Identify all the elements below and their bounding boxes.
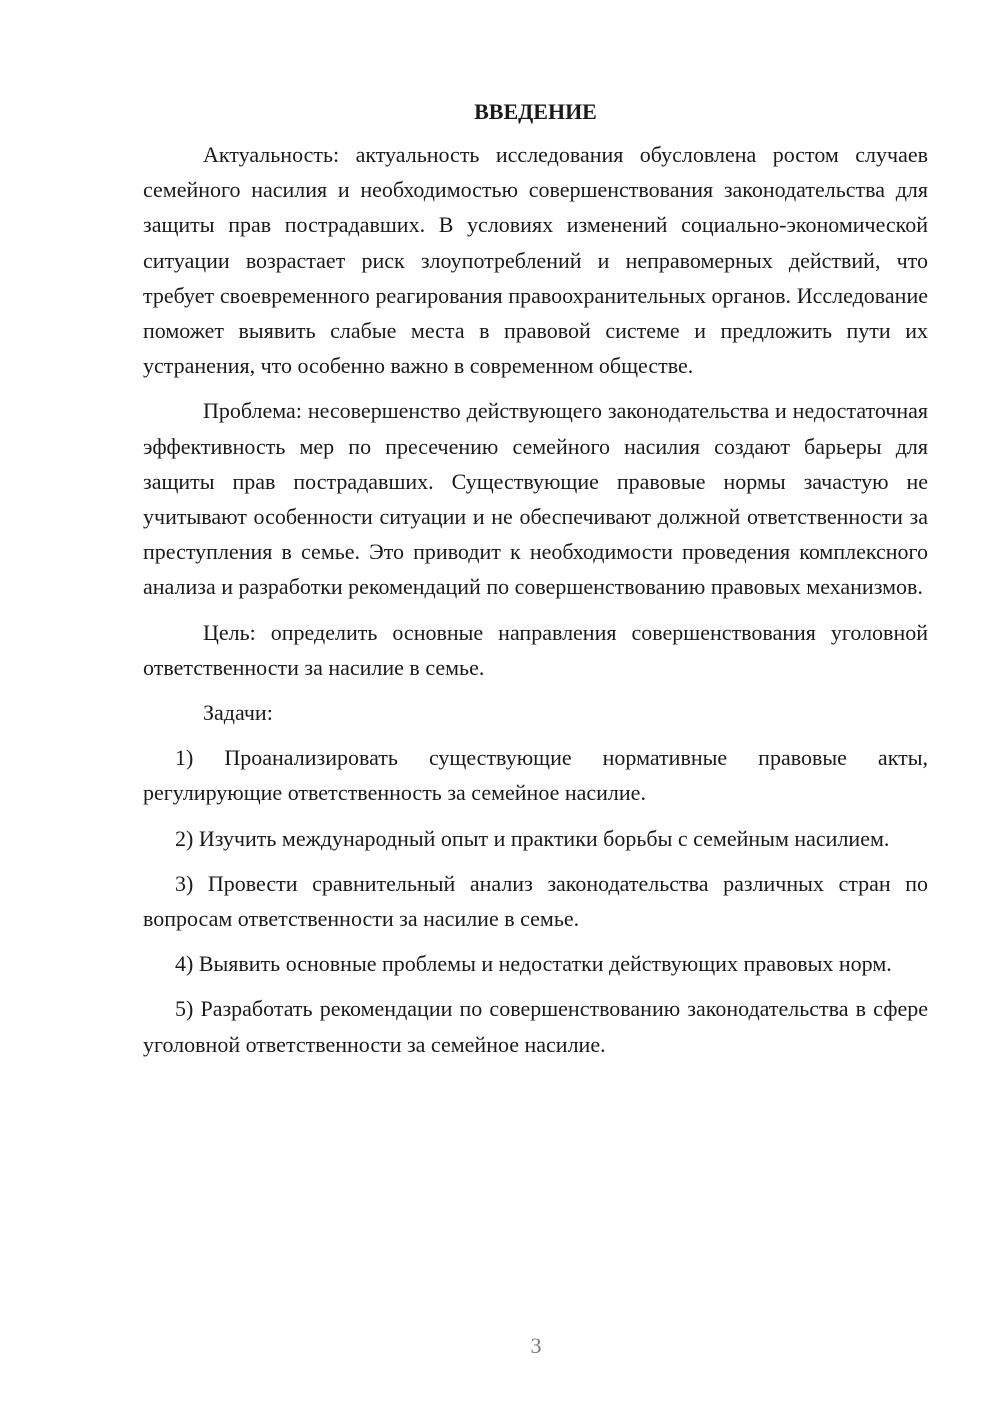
task-item-3: 3) Провести сравнительный анализ законодательства различных стран по вопросам ответственности за насилие в семье. [143,870,928,932]
page-number: 3 [530,1333,542,1358]
paragraph-goal: Цель: определить основные направления совершенствования уголовной ответственности за насилие в семье. [143,619,928,680]
paragraph-problem: Проблема: несовершенство действующего законодательства и недостаточная эффективность мер по пресечению семейного насилия создают барьеры для защиты прав пострадавших. Существующие правовые нормы зачастую не учитывают особенности ситуации и не обеспечивают должной ответственности за преступления в семье. Это приводит к необходимости проведения комплексного анализа и разработки рекомендаций по совершенствованию правовых механизмов. [143,398,928,600]
paragraph-relevance: Актуальность: актуальность исследования обусловлена ростом случаев семейного насилия и необходимостью совершенствования законодательства для защиты прав пострадавших. В условиях изменений социально-экономической ситуации возрастает риск злоупотреблений и неправомерных действий, что требует своевременного реагирования правоохранительных органов. Исследование поможет выявить слабые места в правовой системе и предложить пути их устранения, что особенно важно в современном обществе. [143,142,928,379]
task-item-4: 4) Выявить основные проблемы и недостатки действующих правовых норм. [175,951,892,977]
tasks-label: Задачи: [203,700,273,726]
task-item-1: 1) Проанализировать существующие нормативные правовые акты, регулирующие ответственность за семейное насилие. [143,745,928,806]
task-item-2: 2) Изучить международный опыт и практики борьбы с семейным насилием. [175,825,890,851]
task-item-5: 5) Разработать рекомендации по совершенствованию законодательства в сфере уголовной ответственности за семейное насилие. [143,996,928,1057]
document-body [143,97,928,1072]
section-title: ВВЕДЕНИЕ [474,99,597,124]
